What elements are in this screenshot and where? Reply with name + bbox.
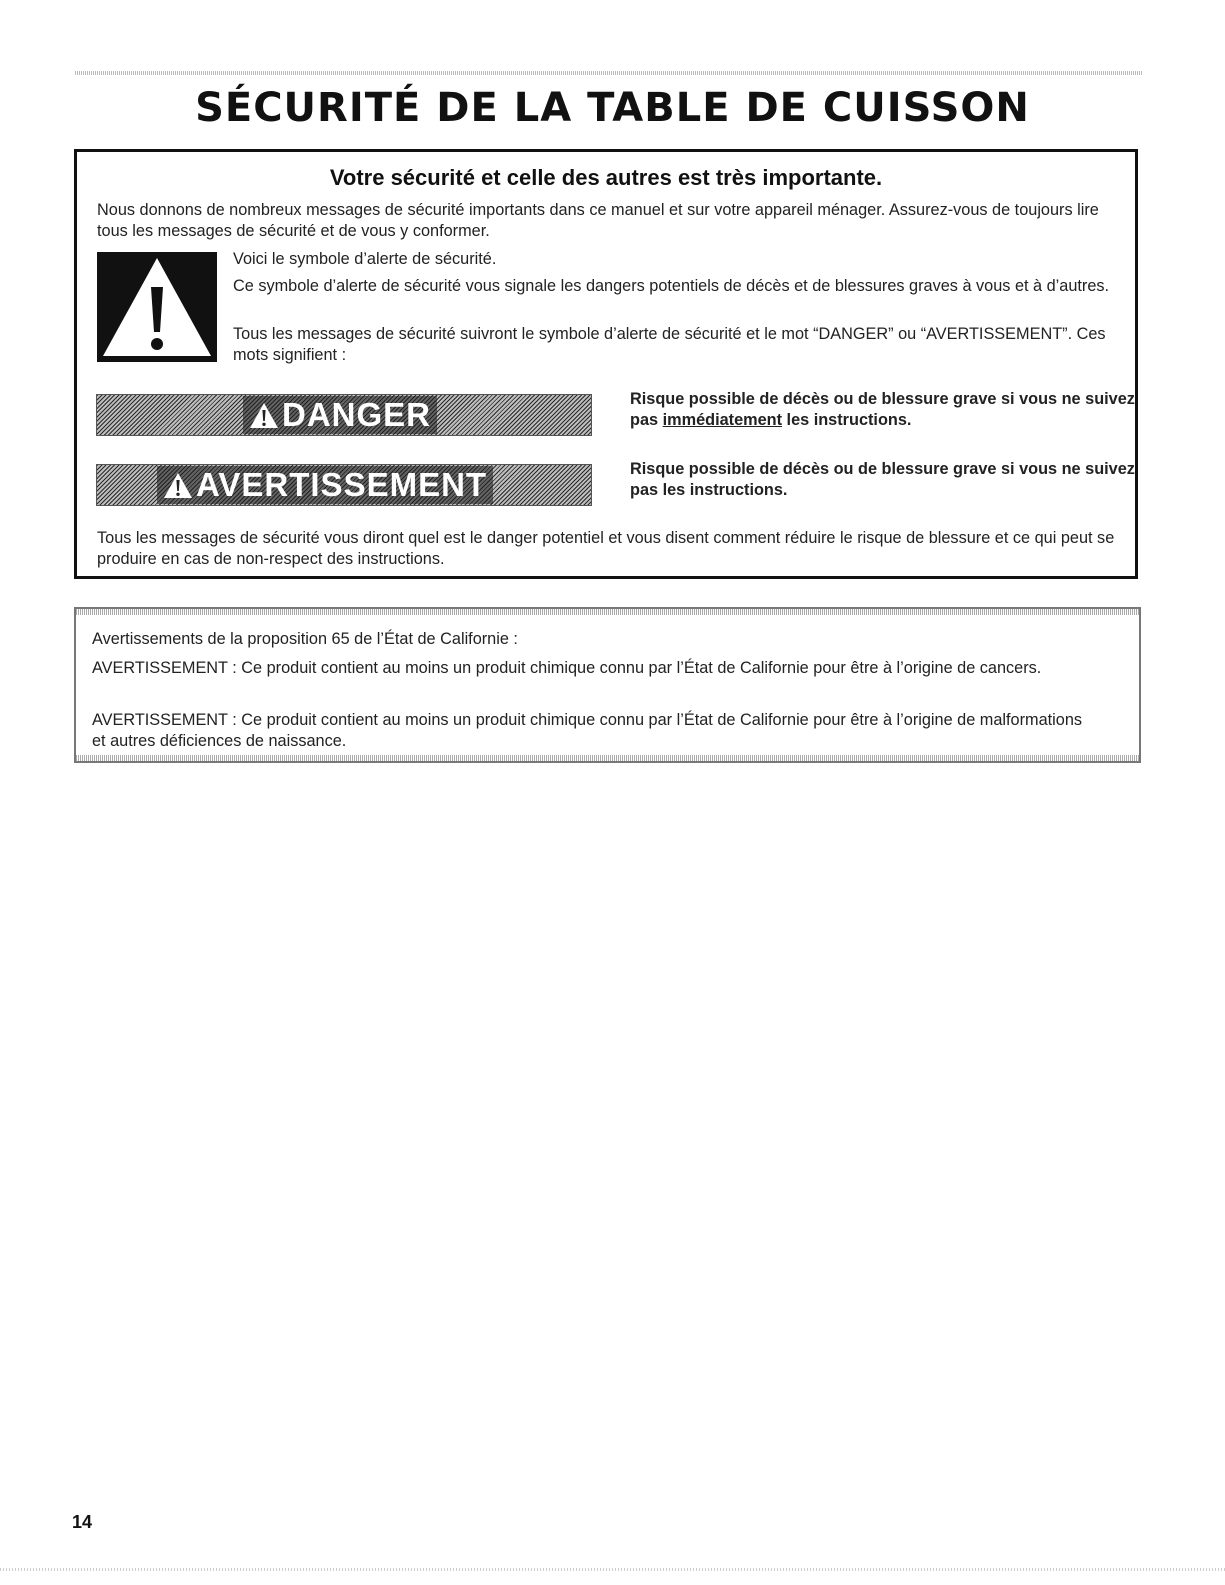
- danger-desc-before: Risque possible de décès ou de blessure grave si vous ne suivez pas: [630, 390, 1135, 429]
- danger-signal-word: [243, 396, 437, 434]
- warning-description: Risque possible de décès ou de blessure grave si vous ne suivez pas les instructions.: [630, 460, 1135, 499]
- prop65-warning-2: AVERTISSEMENT : Ce produit contient au moins un produit chimique connu par l’État de Californie pour être à l’origine de malformations et autres déficiences de naissance.: [92, 711, 1083, 750]
- prop65-warning-1: AVERTISSEMENT : Ce produit contient au moins un produit chimique connu par l’État de Californie pour être à l’origine de cancers.: [92, 659, 1042, 677]
- symbol-text-1: Voici le symbole d’alerte de sécurité.: [233, 250, 497, 268]
- danger-alert-icon: [249, 402, 279, 429]
- danger-desc-emphasis: immédiatement: [662, 411, 783, 429]
- symbol-text-2: Ce symbole d’alerte de sécurité vous signale les dangers potentiels de décès et de blessures graves à vous et à d’autres.: [233, 277, 1110, 295]
- warning-label: AVERTISSEMENT: [196, 466, 488, 503]
- danger-signal-bar: [96, 394, 592, 436]
- danger-desc-after: les instructions.: [782, 411, 912, 429]
- warning-signal-word: [157, 466, 493, 504]
- top-rule: [75, 71, 1143, 75]
- safety-alert-triangle-icon: [97, 252, 217, 362]
- page-number: 14: [72, 1512, 93, 1532]
- safety-box: [74, 149, 1138, 579]
- prop65-box: [74, 607, 1141, 763]
- warning-signal-bar: [96, 464, 592, 506]
- danger-description: [630, 389, 1135, 431]
- warning-alert-icon: [163, 472, 193, 499]
- prop65-title: Avertissements de la proposition 65 de l’État de Californie :: [92, 630, 518, 648]
- safety-intro: Nous donnons de nombreux messages de sécurité importants dans ce manuel et sur votre appareil ménager. Assurez-vous de toujours lire tous les messages de sécurité et de vous y conformer.: [97, 201, 1099, 240]
- bottom-rule: [0, 1568, 1225, 1571]
- safety-heading: Votre sécurité et celle des autres est très importante.: [329, 165, 883, 190]
- safety-closing: Tous les messages de sécurité vous diront quel est le danger potentiel et vous disent comment réduire le risque de blessure et ce qui peut se produire en cas de non-respect des instructions.: [97, 529, 1115, 568]
- page-title: SÉCURITÉ DE LA TABLE DE CUISSON: [195, 85, 1030, 131]
- danger-label: DANGER: [282, 396, 432, 433]
- symbol-text-3: Tous les messages de sécurité suivront le symbole d’alerte de sécurité et le mot “DANGER” ou “AVERTISSEMENT”. Ces mots signifient :: [233, 325, 1106, 364]
